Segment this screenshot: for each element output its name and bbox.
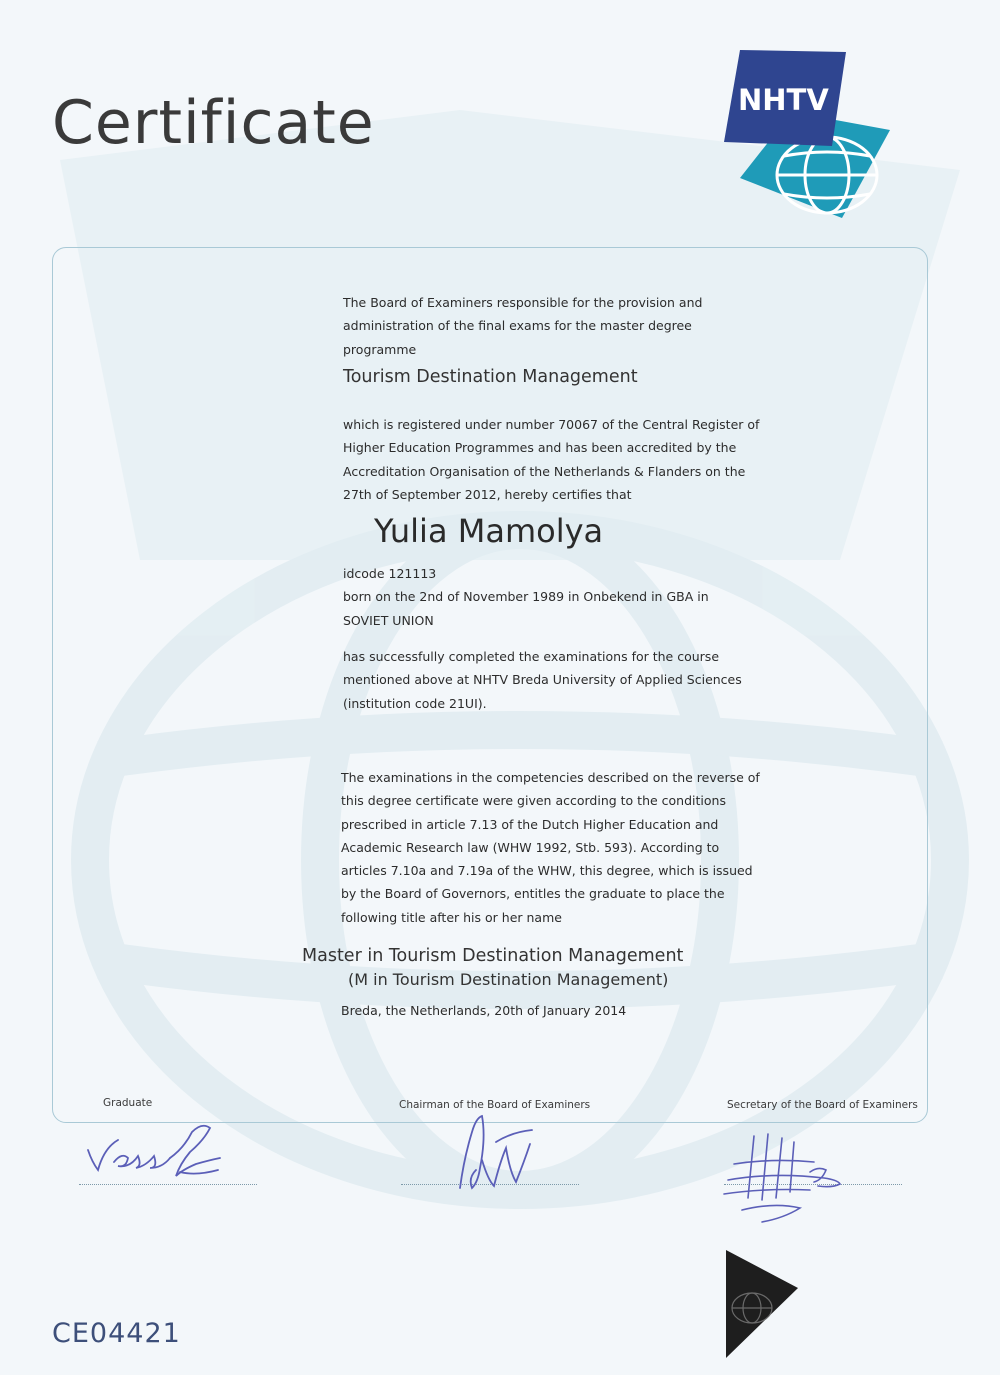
legal-paragraph: The examinations in the competencies described on the reverse of this degree certificate were given according to the conditions prescribed in article 7.13 of the Dutch Higher Education and Academic Research law (WHW 1992, Stb. 593). According to articles 7.10a and 7.19a of the WHW, this degree, which is issued by the Board of Governors, entitles the graduate to place the following title after his or her name (341, 770, 760, 925)
serial-number: CE04421 (52, 1318, 181, 1349)
intro-paragraph: The Board of Examiners responsible for the provision and administration of the final exams for the master degree programme (343, 295, 703, 357)
graduate-label: Graduate (103, 1097, 153, 1109)
registration-paragraph: which is registered under number 70067 of the Central Register of Higher Education Programmes and has been accredited by the Accreditation Organisation of the Netherlands & Flanders on the 27th of September 2012, hereby certifies that (343, 417, 760, 502)
chairman-signature (452, 1108, 547, 1198)
certificate-title: Certificate (52, 88, 375, 158)
programme-name: Tourism Destination Management (343, 367, 638, 387)
embossed-seal (722, 1248, 802, 1360)
degree-title: Master in Tourism Destination Management (302, 946, 684, 966)
place-date: Breda, the Netherlands, 20th of January 2014 (341, 1003, 627, 1018)
chairman-label: Chairman of the Board of Examiners (399, 1099, 591, 1111)
graduate-details: idcode 121113 born on the 2nd of November 1989 in Onbekend in GBA in SOVIET UNION (343, 566, 709, 628)
secretary-signature (714, 1128, 854, 1228)
degree-abbreviation: (M in Tourism Destination Management) (348, 970, 669, 989)
secretary-label: Secretary of the Board of Examiners (727, 1099, 918, 1111)
logo-text: NHTV (738, 83, 829, 117)
completion-paragraph: has successfully completed the examinations for the course mentioned above at NHTV Breda University of Applied Sciences (institution code 21UI). (343, 649, 742, 711)
nhtv-logo (722, 50, 892, 220)
graduate-signature (84, 1118, 234, 1188)
graduate-name: Yulia Mamolya (374, 512, 604, 550)
